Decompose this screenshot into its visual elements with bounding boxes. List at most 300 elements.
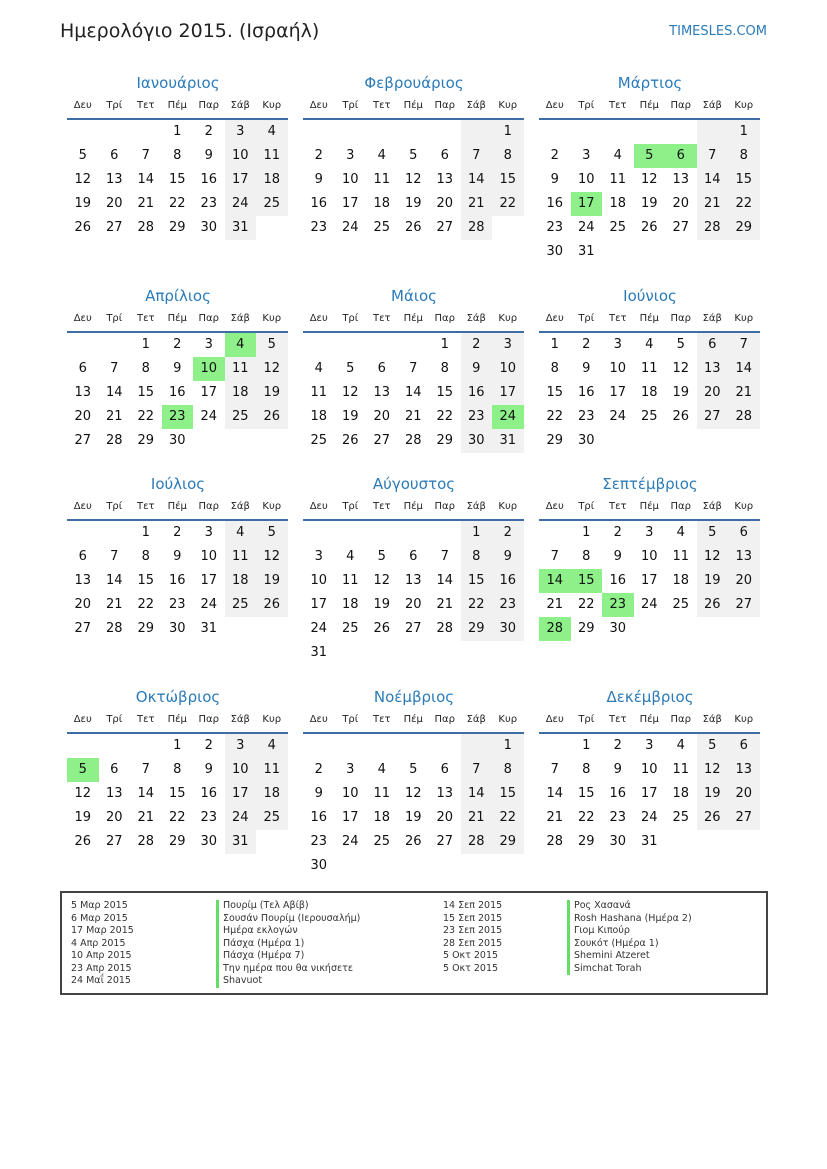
day-cell: 15 [492,782,524,806]
day-cell: 6 [78,549,87,564]
weekday-label: Σάβ [230,501,250,512]
weekday-label: Τετ [136,100,155,111]
weekday-label: Τετ [608,501,627,512]
empty-cell [366,333,398,357]
holiday-date: 10 Απρ 2015 [71,950,132,961]
day-cell: 30 [546,244,564,259]
day-cell: 25 [341,621,359,636]
weekday-label: Τρί [342,100,359,111]
day-cell: 28 [105,433,123,448]
day-cell: 21 [105,409,123,424]
day-cell: 11 [609,172,627,187]
day-cell: 9 [461,357,493,381]
weekday-label: Παρ [198,313,219,324]
day-cell: 8 [492,144,524,168]
day-grid [67,120,289,240]
day-cell: 9 [314,786,323,801]
day-cell: 10 [341,172,359,187]
day-cell: 26 [74,834,92,849]
day-cell: 9 [492,545,524,569]
day-cell: 22 [577,810,595,825]
day-cell: 31 [225,830,257,854]
day-cell: 2 [173,525,182,540]
day-cell: 3 [225,120,257,144]
day-cell: 19 [404,810,422,825]
empty-cell [335,734,367,758]
day-cell: 4 [676,525,685,540]
day-cell: 31 [225,216,257,240]
day-cell: 12 [74,172,92,187]
month-name: Οκτώβριος [135,688,221,706]
day-cell: 20 [436,810,454,825]
day-cell: 14 [461,782,493,806]
day-cell: 16 [168,385,186,400]
day-cell: 23 [461,405,493,429]
day-cell: 7 [728,333,760,357]
day-cell: 12 [256,545,288,569]
day-cell: 9 [314,172,323,187]
holiday-date: 15 Σεπ 2015 [443,912,503,924]
day-cell: 9 [204,762,213,777]
day-cell: 17 [225,168,257,192]
weekday-label: Πέμ [167,501,187,512]
holiday-date: 23 Σεπ 2015 [443,925,503,936]
day-cell: 29 [168,834,186,849]
day-cell: 2 [173,337,182,352]
weekday-header [67,309,289,329]
day-cell: 30 [168,621,186,636]
day-cell: 10 [640,762,658,777]
weekday-label: Δευ [545,714,564,725]
day-cell: 15 [137,573,155,588]
day-cell: 29 [137,433,155,448]
day-cell: 13 [436,172,454,187]
empty-cell [461,734,493,758]
weekday-label: Παρ [434,501,455,512]
day-cell: 24 [609,409,627,424]
month-name: Νοέμβριος [373,688,455,706]
day-cell: 7 [550,762,559,777]
empty-cell [697,120,729,144]
day-cell: 13 [728,758,760,782]
day-cell: 5 [67,758,99,782]
day-cell: 14 [436,573,454,588]
day-cell: 27 [436,834,454,849]
day-cell: 5 [409,148,418,163]
day-cell: 12 [373,573,391,588]
day-cell: 4 [225,521,257,545]
day-cell: 12 [404,786,422,801]
day-cell: 16 [609,786,627,801]
day-cell: 29 [492,830,524,854]
day-cell: 13 [74,385,92,400]
holiday-name: Shemini Atzeret [567,950,692,963]
day-cell: 29 [577,834,595,849]
day-cell: 15 [436,385,454,400]
day-cell: 1 [582,738,591,753]
day-cell: 28 [461,830,493,854]
holiday-name: Σουκότ (Ημέρα 1) [567,938,692,951]
day-cell: 28 [539,617,571,641]
day-grid [303,734,525,878]
weekday-label: Κυρ [734,313,754,324]
empty-cell [99,734,131,758]
weekday-label: Τρί [578,100,595,111]
day-cell: 23 [492,593,524,617]
day-cell: 3 [204,525,213,540]
day-cell: 2 [461,333,493,357]
day-cell: 21 [546,597,564,612]
day-cell: 10 [609,361,627,376]
day-cell: 28 [137,834,155,849]
day-cell: 20 [373,409,391,424]
day-cell: 31 [200,621,218,636]
weekday-label: Παρ [670,501,691,512]
day-cell: 10 [341,786,359,801]
day-cell: 29 [137,621,155,636]
holiday-date: 23 Απρ 2015 [71,962,132,974]
day-cell: 15 [492,168,524,192]
holiday-name: Πάσχα (Ημέρα 1) [216,938,360,951]
empty-cell [539,120,571,144]
day-cell: 24 [310,621,328,636]
day-cell: 1 [141,525,150,540]
day-cell: 8 [141,549,150,564]
day-cell: 8 [440,361,449,376]
day-cell: 18 [640,385,658,400]
day-cell: 2 [204,738,213,753]
day-cell: 23 [546,220,564,235]
day-cell: 13 [74,573,92,588]
weekday-label: Τρί [106,100,123,111]
day-cell: 7 [461,144,493,168]
day-cell: 12 [640,172,658,187]
weekday-label: Τρί [106,313,123,324]
holiday-name: Πάσχα (Ημέρα 7) [216,950,360,963]
day-cell: 14 [728,357,760,381]
empty-cell [539,521,571,545]
day-grid [67,333,289,453]
site-link[interactable]: TIMESLES.COM [669,24,767,39]
weekday-header [539,497,761,517]
day-cell: 19 [697,569,729,593]
day-cell: 17 [341,196,359,211]
day-cell: 17 [571,192,603,216]
day-cell: 23 [200,810,218,825]
weekday-label: Τρί [106,714,123,725]
month-block [67,473,289,641]
empty-cell [99,333,131,357]
day-cell: 6 [110,148,119,163]
day-cell: 11 [256,144,288,168]
day-cell: 16 [200,786,218,801]
weekday-label: Τετ [136,501,155,512]
weekday-label: Δευ [73,313,92,324]
day-cell: 25 [672,597,690,612]
day-cell: 22 [137,409,155,424]
day-cell: 22 [492,806,524,830]
day-cell: 21 [461,806,493,830]
empty-cell [130,120,162,144]
day-cell: 1 [141,337,150,352]
day-cell: 5 [634,144,666,168]
day-cell: 25 [609,220,627,235]
day-cell: 3 [346,148,355,163]
day-cell: 30 [577,433,595,448]
weekday-label: Παρ [198,100,219,111]
weekday-label: Σάβ [466,100,486,111]
day-cell: 11 [672,762,690,777]
weekday-label: Κυρ [734,100,754,111]
month-name: Ιανουάριος [136,74,220,92]
month-block [67,686,289,854]
weekday-label: Πέμ [639,313,659,324]
holiday-date: 14 Σεπ 2015 [443,900,503,911]
weekday-label: Πέμ [403,714,423,725]
day-cell: 25 [225,593,257,617]
day-cell: 4 [225,333,257,357]
weekday-label: Τετ [372,313,391,324]
day-cell: 9 [613,549,622,564]
day-cell: 27 [373,433,391,448]
day-cell: 26 [640,220,658,235]
day-cell: 3 [314,549,323,564]
weekday-label: Κυρ [498,501,518,512]
weekday-label: Κυρ [262,714,282,725]
month-name: Ιούλιος [150,475,206,493]
day-cell: 11 [672,549,690,564]
weekday-label: Παρ [670,313,691,324]
day-cell: 24 [200,409,218,424]
day-cell: 6 [440,762,449,777]
day-cell: 19 [640,196,658,211]
day-cell: 24 [341,834,359,849]
day-cell: 2 [613,738,622,753]
empty-cell [99,521,131,545]
day-cell: 29 [436,433,454,448]
empty-cell [366,734,398,758]
day-cell: 11 [640,361,658,376]
weekday-label: Κυρ [498,100,518,111]
day-cell: 10 [577,172,595,187]
day-cell: 8 [173,148,182,163]
day-cell: 28 [728,405,760,429]
month-name: Ιούνιος [623,287,677,305]
day-cell: 19 [373,597,391,612]
day-cell: 5 [409,762,418,777]
day-cell: 9 [613,762,622,777]
day-cell: 27 [74,433,92,448]
month-name: Φεβρουάριος [364,74,464,92]
day-cell: 23 [577,409,595,424]
day-cell: 9 [173,361,182,376]
empty-cell [67,734,99,758]
holiday-date: 24 Μαΐ 2015 [71,975,131,986]
day-cell: 25 [225,405,257,429]
holiday-dates-right [443,900,502,975]
day-cell: 3 [645,738,654,753]
empty-cell [461,120,493,144]
holiday-list [60,891,768,995]
day-cell: 1 [582,525,591,540]
day-cell: 28 [436,621,454,636]
weekday-label: Παρ [434,313,455,324]
day-cell: 8 [582,762,591,777]
day-cell: 15 [728,168,760,192]
weekday-label: Πέμ [167,714,187,725]
day-cell: 1 [461,521,493,545]
day-cell: 20 [74,597,92,612]
day-cell: 11 [373,172,391,187]
day-cell: 23 [168,597,186,612]
holiday-name: Σουσάν Πουρίμ (Ιερουσαλήμ) [216,913,360,926]
weekday-label: Σάβ [466,313,486,324]
day-cell: 24 [225,806,257,830]
day-cell: 13 [728,545,760,569]
day-cell: 23 [602,593,634,617]
day-cell: 3 [492,333,524,357]
day-cell: 4 [346,549,355,564]
day-cell: 20 [672,196,690,211]
day-cell: 25 [672,810,690,825]
day-cell: 12 [697,545,729,569]
day-cell: 27 [404,621,422,636]
month-name: Μάρτιος [617,74,683,92]
page-title: Ημερολόγιο 2015. (Ισραήλ) [60,20,320,42]
empty-cell [366,120,398,144]
day-cell: 9 [582,361,591,376]
day-cell: 25 [256,192,288,216]
month-name: Δεκέμβριος [606,688,694,706]
weekday-label: Πέμ [403,313,423,324]
day-cell: 3 [204,337,213,352]
day-cell: 13 [404,573,422,588]
day-cell: 10 [640,549,658,564]
day-cell: 20 [436,196,454,211]
weekday-header [539,309,761,329]
empty-cell [303,521,335,545]
day-cell: 27 [436,220,454,235]
weekday-header [539,710,761,730]
day-cell: 12 [697,758,729,782]
day-cell: 11 [256,758,288,782]
day-cell: 10 [492,357,524,381]
day-cell: 5 [676,337,685,352]
day-cell: 14 [539,569,571,593]
day-cell: 14 [404,385,422,400]
day-cell: 23 [162,405,194,429]
weekday-label: Δευ [309,501,328,512]
empty-cell [398,521,430,545]
day-cell: 21 [436,597,454,612]
holiday-date: 5 Μαρ 2015 [71,900,128,911]
day-cell: 8 [550,361,559,376]
day-cell: 13 [672,172,690,187]
weekday-header [303,96,525,116]
weekday-label: Πέμ [639,501,659,512]
day-cell: 19 [256,569,288,593]
month-block [539,285,761,453]
day-cell: 19 [256,381,288,405]
day-cell: 5 [346,361,355,376]
day-cell: 6 [110,762,119,777]
weekday-label: Τρί [578,501,595,512]
weekday-label: Σάβ [230,100,250,111]
day-cell: 30 [200,220,218,235]
day-cell: 19 [404,196,422,211]
holiday-name: Την ημέρα που θα νικήσετε [216,963,360,976]
day-cell: 22 [168,196,186,211]
day-cell: 10 [310,573,328,588]
day-grid [67,521,289,641]
day-cell: 21 [137,810,155,825]
day-cell: 26 [74,220,92,235]
day-cell: 14 [546,786,564,801]
day-cell: 2 [314,148,323,163]
day-cell: 13 [436,786,454,801]
day-cell: 7 [409,361,418,376]
weekday-label: Πέμ [639,100,659,111]
day-cell: 20 [697,381,729,405]
day-cell: 14 [105,385,123,400]
day-grid [303,333,525,453]
day-cell: 6 [728,521,760,545]
holiday-date: 6 Μαρ 2015 [71,912,128,924]
day-cell: 23 [310,220,328,235]
weekday-label: Σάβ [466,714,486,725]
month-name: Σεπτέμβριος [602,475,698,493]
weekday-label: Τρί [342,501,359,512]
weekday-label: Κυρ [734,501,754,512]
empty-cell [571,120,603,144]
day-cell: 7 [141,762,150,777]
day-cell: 6 [440,148,449,163]
weekday-label: Παρ [670,714,691,725]
day-cell: 8 [141,361,150,376]
weekday-header [303,497,525,517]
day-cell: 5 [256,521,288,545]
day-cell: 13 [373,385,391,400]
day-cell: 29 [546,433,564,448]
weekday-label: Σάβ [702,714,722,725]
day-cell: 15 [571,569,603,593]
day-cell: 3 [582,148,591,163]
weekday-label: Κυρ [734,714,754,725]
weekday-label: Τρί [578,313,595,324]
day-cell: 2 [492,521,524,545]
empty-cell [398,734,430,758]
weekday-label: Δευ [545,313,564,324]
day-cell: 12 [404,172,422,187]
day-cell: 27 [74,621,92,636]
holiday-dates-left [71,900,134,988]
day-cell: 6 [728,734,760,758]
weekday-header [539,96,761,116]
day-cell: 31 [492,429,524,453]
weekday-label: Σάβ [702,100,722,111]
day-grid [539,120,761,264]
day-cell: 4 [314,361,323,376]
day-cell: 30 [492,617,524,641]
day-cell: 31 [640,834,658,849]
day-cell: 5 [697,521,729,545]
weekday-label: Κυρ [262,313,282,324]
day-cell: 20 [74,409,92,424]
day-cell: 29 [168,220,186,235]
holiday-name: Shavuot [216,975,360,988]
day-cell: 9 [173,549,182,564]
day-cell: 21 [697,192,729,216]
